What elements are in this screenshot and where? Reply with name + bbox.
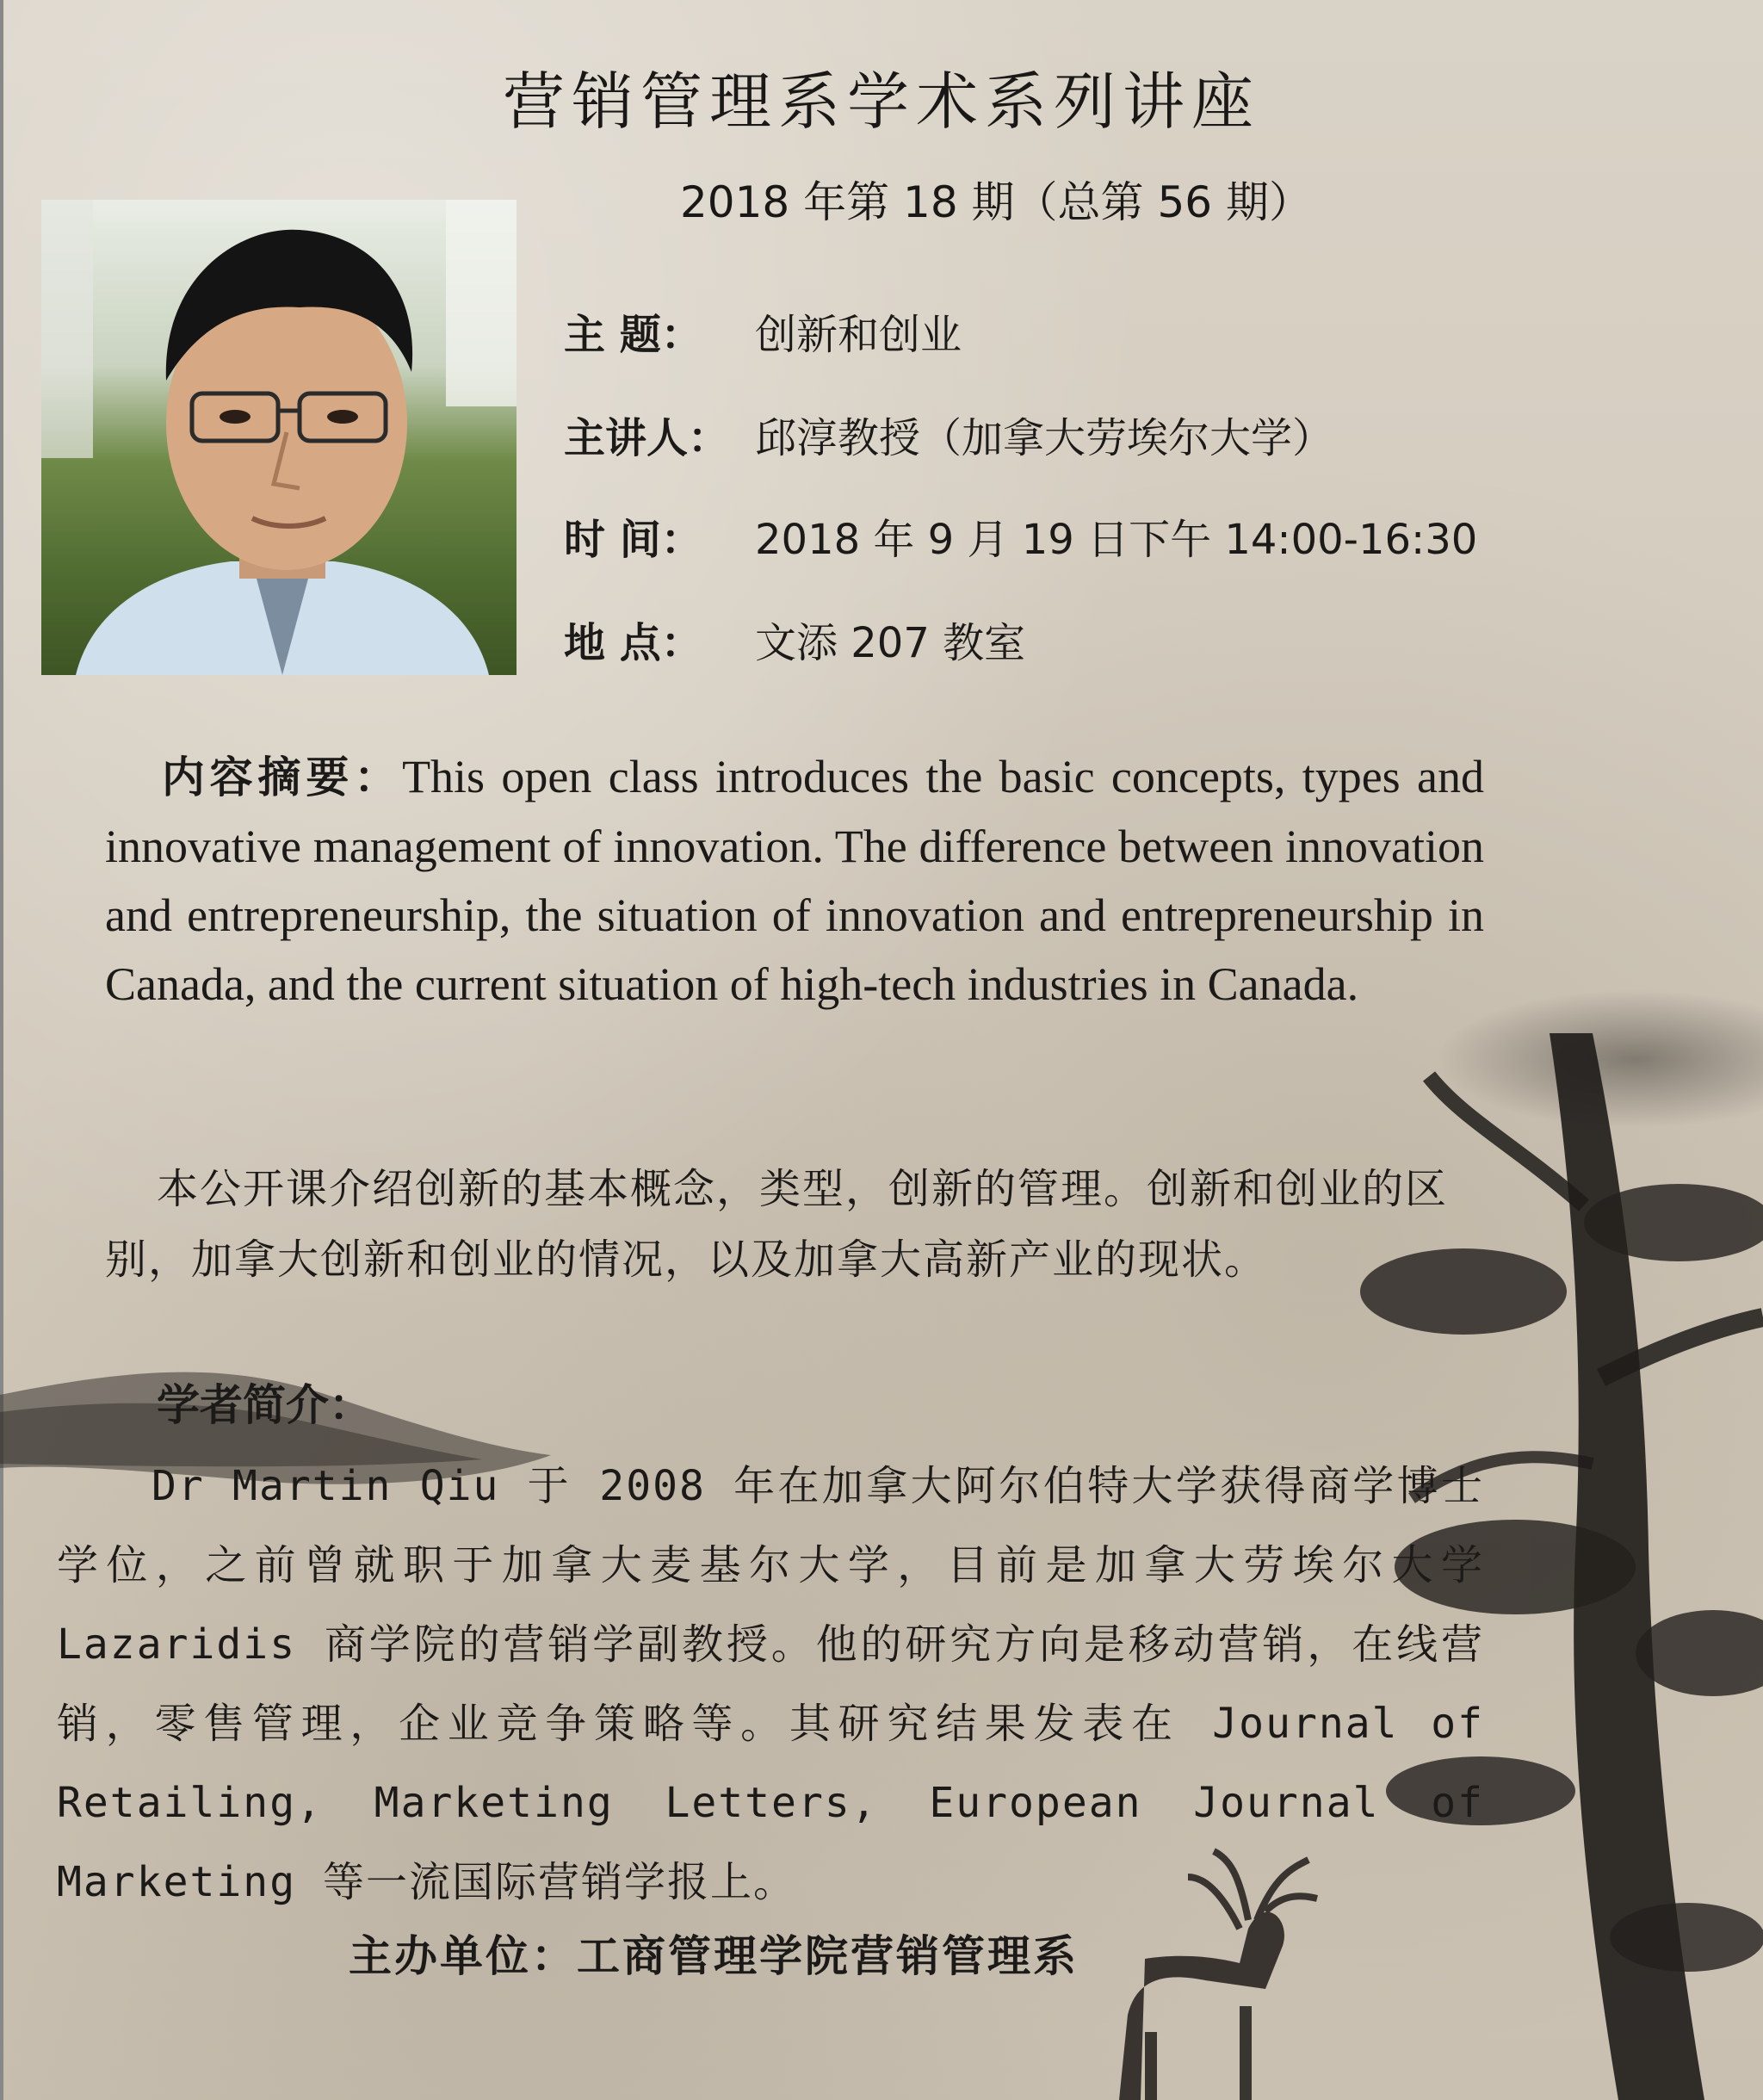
time-value: 2018 年 9 月 19 日下午 14:00-16:30 [755, 516, 1478, 564]
abstract-text-cn: 本公开课介绍创新的基本概念，类型，创新的管理。创新和创业的区别，加拿大创新和创业的情况，以及加拿大高新产业的现状。 [105, 1165, 1449, 1284]
info-time [564, 506, 1477, 566]
organizer: 主办单位：工商管理学院营销管理系 [349, 1931, 1079, 1981]
topic-label: 主 题： [564, 311, 702, 359]
issue-number: 2018 年第 18 期（总第 56 期） [680, 177, 1312, 227]
place-label: 地 点： [564, 619, 702, 667]
info-topic [564, 301, 962, 361]
bio-text [57, 1446, 1484, 1922]
abstract-text-en: This open class introduces the basic concepts, types and innovative management of innovation. The difference between innovation and entrepreneurship, the situation of innovation and entrepreneurship in Canada, and the current situation of high-tech industries in Canada. [105, 751, 1484, 1010]
topic-value: 创新和创业 [755, 311, 962, 359]
abstract-english [105, 742, 1484, 1019]
info-speaker [564, 405, 1333, 464]
speaker-value: 邱淳教授（加拿大劳埃尔大学） [755, 414, 1334, 462]
info-place [564, 610, 1025, 669]
speaker-photo [41, 200, 517, 675]
abstract-label: 内容摘要： [157, 753, 403, 802]
poster-title: 营销管理系学术系列讲座 [502, 65, 1260, 138]
place-value: 文添 207 教室 [755, 619, 1026, 667]
abstract-chinese [105, 1154, 1484, 1295]
time-label: 时 间： [564, 516, 702, 564]
bio-paragraph: Dr Martin Qiu 于 2008 年在加拿大阿尔伯特大学获得商学博士学位，之前曾就职于加拿大麦基尔大学，目前是加拿大劳埃尔大学 Lazaridis 商学院的营销学副教授。他的研究方向是移动营销，在线营销，零售管理，企业竞争策略等。其研究结果发表在 Journal of Retailing, Marketing Letters, European Journal of Marketing 等一流国际营销学报上。 [57, 1462, 1484, 1906]
speaker-label: 主讲人： [564, 414, 730, 462]
bio-heading: 学者简介： [157, 1380, 372, 1430]
